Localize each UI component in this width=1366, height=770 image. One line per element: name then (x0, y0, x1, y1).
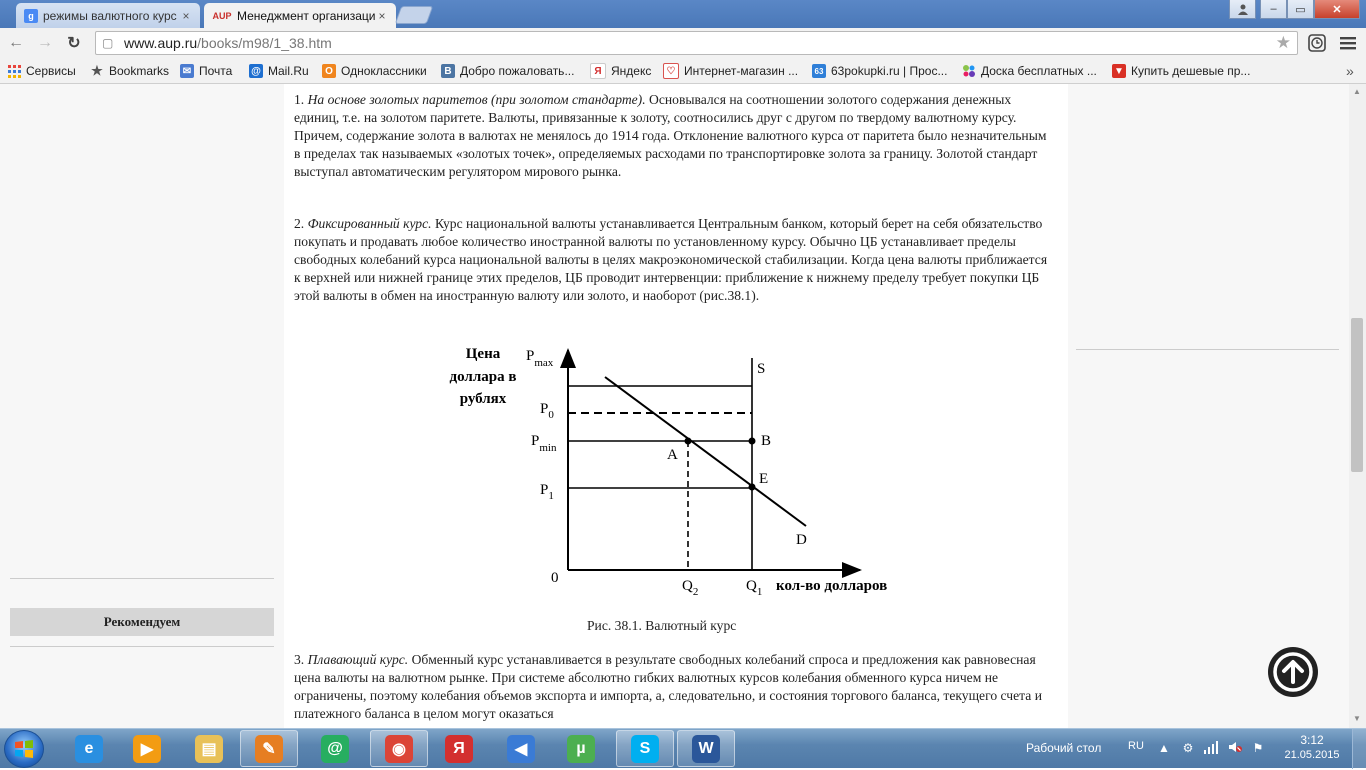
label-main: P (540, 401, 549, 417)
bookmark-vk[interactable] (441, 62, 574, 80)
label-main: P (526, 348, 535, 364)
taskbar (0, 728, 1366, 768)
history-clock-icon[interactable] (1306, 32, 1328, 54)
taskbar-volume[interactable] (492, 730, 550, 767)
63-icon: 63 (812, 64, 826, 78)
taskbar-mail-agent[interactable] (306, 730, 364, 767)
url-path: /books/m98/1_38.htm (197, 35, 332, 51)
skype-icon: S (631, 735, 659, 763)
tab-label: режимы валютного курс (43, 8, 177, 23)
bookmark-mail[interactable] (180, 62, 232, 80)
tray-expand-icon[interactable]: ▲ (1158, 741, 1170, 755)
bookmark-label: Одноклассники (341, 64, 427, 78)
apps-grid-icon (7, 64, 21, 78)
label-b: B (761, 433, 772, 449)
page-icon: ▢ (102, 36, 114, 50)
minimize-button[interactable]: – (1260, 0, 1287, 19)
tab-aup[interactable] (204, 3, 396, 28)
y-axis-label-line3: рублях (459, 391, 507, 407)
language-indicator[interactable]: RU (1128, 740, 1144, 752)
scrollbar-thumb[interactable] (1351, 318, 1363, 472)
bookmark-services[interactable] (7, 62, 76, 80)
label-sub: min (539, 442, 557, 454)
paragraph-number: 3. (294, 652, 305, 667)
bookmark-label: Bookmarks (109, 64, 170, 78)
reload-button[interactable]: ↻ (67, 35, 81, 52)
bookmark-label: Доска бесплатных ... (981, 64, 1097, 78)
aup-icon: AUP (212, 10, 232, 21)
label-sub: 0 (548, 409, 554, 421)
bookmark-label: Купить дешевые пр... (1131, 64, 1251, 78)
label-a: A (667, 447, 678, 463)
taskbar-chrome[interactable] (370, 730, 428, 767)
scroll-up-arrow-icon[interactable]: ▲ (1353, 87, 1361, 96)
taskbar-utorrent[interactable] (552, 730, 610, 767)
bookmark-label: Яндекс (611, 64, 652, 78)
bookmark-mailru[interactable] (249, 62, 309, 80)
close-icon[interactable]: × (182, 8, 190, 23)
tab-label: Менеджмент организаци (237, 8, 376, 23)
paragraph-text: Основывался на соотношении золотого содержания денежных единиц, т.е. на золотом паритете. Валюты, привязанные к золоту, соотносились друг с другом по твердому валютному курсу. Причем, содержание золота в валютах не менялось до 1914 года. Отклонение валютного курса от паритета было незначительным в пределах так называемых «золотых точек», определяемых расходами по транспортировке золота за границу. Золотой стандарт выступал автоматическим регулятором мирового рынка. (294, 92, 1047, 179)
label-q2 (682, 578, 698, 598)
ok-icon: О (322, 64, 336, 78)
bookmark-63pokupki[interactable] (812, 62, 947, 80)
taskbar-ie[interactable] (60, 730, 118, 767)
label-main: P (540, 482, 549, 498)
paragraph-text: Обменный курс устанавливается в результате свободных колебаний спроса и предложения как равновесная цена валюты на валютном рынке. При системе абсолютно гибких валютных курсов колебания обменного курса ничем не ограничены, поэтому колебания объемов экспорта и импорта, а, следовательно, и состояния торгового баланса, текущего счета и платежного баланса в целом могут оказаться (294, 652, 1042, 721)
mail-icon: ✉ (180, 64, 194, 78)
back-button[interactable]: ← (8, 34, 24, 51)
paragraph-number: 2. (294, 216, 305, 231)
page-viewport (0, 84, 1366, 728)
taskbar-media-player[interactable] (118, 730, 176, 767)
yandex-browser-icon: Я (445, 735, 473, 763)
paragraph-lead: На основе золотых паритетов (при золотом стандарте). (307, 92, 646, 107)
close-window-button[interactable]: ✕ (1314, 0, 1360, 19)
label-e: E (759, 471, 769, 487)
label-sub: 1 (756, 586, 763, 598)
label-p1 (540, 482, 554, 502)
paragraph-floating-rate (294, 651, 1054, 723)
mail-agent-icon: @ (321, 735, 349, 763)
cart-icon: ▼ (1112, 64, 1126, 78)
star-icon: ★ (91, 63, 103, 78)
figure-caption: Рис. 38.1. Валютный курс (587, 618, 737, 633)
x-axis-label: кол-во долларов (776, 578, 888, 594)
bookmark-label: Добро пожаловать... (460, 64, 575, 78)
label-main: Q (682, 578, 693, 594)
label-d: D (796, 532, 807, 548)
bookmark-shop[interactable] (663, 62, 798, 80)
label-sub: 1 (548, 490, 554, 502)
article-content (284, 84, 1068, 728)
mailru-icon: @ (249, 64, 263, 78)
taskbar-skype[interactable] (616, 730, 674, 767)
bookmark-ok[interactable] (322, 62, 427, 80)
folder-icon: ▤ (195, 735, 223, 763)
point-a (685, 438, 692, 445)
show-desktop-button[interactable] (1352, 729, 1366, 769)
sidebar-divider (10, 646, 274, 647)
label-main: Q (746, 578, 757, 594)
paragraph-gold-standard (294, 91, 1054, 181)
sidebar-divider (10, 578, 274, 579)
bookmark-board[interactable] (962, 62, 1097, 80)
y-axis-label-line2: доллара в (449, 369, 517, 385)
toolbar (0, 28, 1366, 58)
label-sub: max (534, 357, 554, 369)
url-text[interactable] (124, 35, 332, 51)
vk-icon: B (441, 64, 455, 78)
avito-icon (962, 64, 976, 78)
google-icon: g (24, 9, 38, 23)
bookmark-label: Mail.Ru (268, 64, 309, 78)
shop-icon: ♡ (663, 63, 679, 79)
paragraph-lead: Плавающий курс. (307, 652, 409, 667)
label-pmax (526, 348, 554, 369)
scroll-to-top-button[interactable] (1268, 647, 1318, 697)
media-player-icon: ▶ (133, 735, 161, 763)
bookmark-yandex[interactable] (590, 62, 651, 80)
label-p0 (540, 401, 554, 421)
bookmark-cheap[interactable] (1112, 62, 1250, 80)
taskbar-explorer[interactable] (180, 730, 238, 767)
vertical-scrollbar[interactable] (1349, 84, 1366, 728)
speaker-icon: ◀ (507, 735, 535, 763)
label-q1 (746, 578, 762, 598)
word-icon: W (692, 735, 720, 763)
desktop-toolbar-label[interactable]: Рабочий стол (1026, 741, 1102, 755)
label-sub: 2 (692, 586, 699, 598)
arrow-up-icon (1270, 649, 1316, 695)
point-b (749, 438, 756, 445)
tab-strip (0, 0, 1366, 28)
bookmark-star-icon[interactable]: ★ (1275, 33, 1291, 52)
yandex-icon: Я (590, 63, 606, 79)
demand-line (605, 377, 806, 526)
taskbar-paint[interactable] (240, 730, 298, 767)
tab-google[interactable] (16, 3, 200, 28)
sidebar-divider (1076, 349, 1339, 350)
recommend-header: Рекомендуем (10, 608, 274, 636)
menu-icon[interactable] (1337, 32, 1359, 54)
exchange-rate-figure (440, 340, 920, 602)
new-tab-button[interactable] (395, 6, 434, 24)
y-axis-label-line1: Цена (465, 346, 501, 362)
url-host: www.aup.ru (124, 35, 198, 51)
maximize-button[interactable]: ▭ (1287, 0, 1314, 19)
forward-button[interactable]: → (37, 34, 53, 51)
action-center-flag-icon[interactable]: ⚑ (1252, 741, 1264, 755)
point-e (749, 484, 756, 491)
close-icon[interactable]: × (378, 8, 386, 23)
volume-muted-icon[interactable] (1227, 740, 1243, 756)
ie-icon: e (75, 735, 103, 763)
address-bar[interactable] (95, 31, 1298, 55)
paint-icon: ✎ (255, 735, 283, 763)
bookmark-label: Сервисы (26, 64, 76, 78)
chrome-icon: ◉ (385, 735, 413, 763)
utorrent-icon: µ (567, 735, 595, 763)
tray-gear-icon[interactable]: ⚙ (1182, 741, 1194, 755)
bookmark-bookmarks[interactable] (90, 62, 169, 80)
bookmark-label: 63pokupki.ru | Прос... (831, 64, 948, 78)
paragraph-text: Курс национальной валюты устанавливается Центральным банком, который берет на себя обязательство покупать и продавать любое количество иностранной валюты по установленному курсу. Обычно ЦБ устанавливает пределы свободных колебаний курса национальной валюты в целях макроэкономической стабилизации. Когда цена валюты приближается к верхней или нижней границе этих пределов, ЦБ проводит интервенции: приближение к нижнему пределу требует покупки ЦБ этой валюты в обмен на иностранную валюту или золото, и наоборот (рис.38.1). (294, 216, 1048, 303)
start-button[interactable] (4, 730, 44, 768)
clock-time[interactable]: 3:12 (1300, 733, 1324, 747)
paragraph-number: 1. (294, 92, 305, 107)
bookmark-label: Интернет-магазин ... (684, 64, 799, 78)
more-bookmarks-icon[interactable]: » (1346, 63, 1354, 79)
clock-date[interactable]: 21.05.2015 (1284, 749, 1340, 761)
paragraph-fixed-rate (294, 215, 1054, 305)
taskbar-word[interactable] (677, 730, 735, 767)
paragraph-lead: Фиксированный курс. (307, 216, 432, 231)
scroll-down-arrow-icon[interactable]: ▼ (1353, 714, 1361, 723)
label-main: P (531, 433, 540, 449)
windows-logo-icon (5, 731, 43, 767)
label-origin: 0 (551, 570, 559, 586)
label-s: S (757, 361, 766, 377)
label-pmin (531, 433, 557, 454)
user-icon[interactable] (1229, 0, 1256, 19)
bookmark-label: Почта (199, 64, 233, 78)
bookmarks-bar (0, 58, 1366, 84)
network-signal-icon[interactable] (1203, 740, 1219, 756)
taskbar-yandex[interactable] (430, 730, 488, 767)
